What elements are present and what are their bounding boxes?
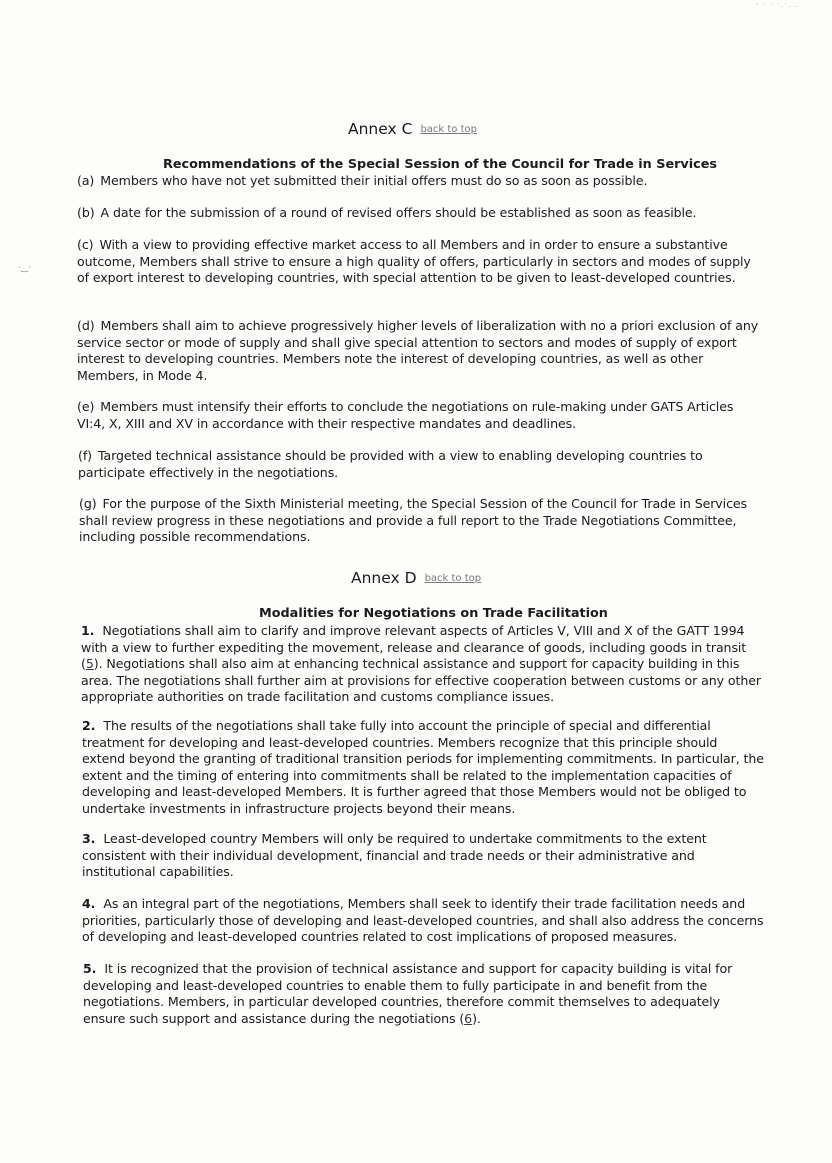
item-number: 2.	[82, 718, 96, 733]
item-number: 5.	[83, 961, 97, 976]
item-label: (e)	[77, 399, 95, 414]
annex-d-subtitle: Modalities for Negotiations on Trade Facilitation	[259, 606, 608, 621]
item-label: (g)	[79, 496, 97, 511]
annex-c-item-d	[77, 318, 759, 384]
item-text: It is recognized that the provision of technical assistance and support for capacity building is vital for developing and least-developed countries to enable them to fully participate in and benefit from the negotiations. Members, in particular developed countries, therefore commit themselves to adequately ensure such support and assistance during the negotiations (	[83, 961, 733, 1026]
item-text: For the purpose of the Sixth Ministerial meeting, the Special Session of the Council for Trade in Services shall review progress in these negotiations and provide a full report to the Trade Negotiations Committee, including possible recommendations.	[79, 496, 747, 544]
annex-d-item-4	[82, 896, 764, 946]
annex-c-item-b	[77, 205, 757, 222]
annex-c-heading	[348, 119, 477, 140]
item-text: Negotiations shall aim to clarify and improve relevant aspects of Articles V, VIII and X of the GATT 1994 with a view to further expediting the movement, release and clearance of goods, including goods in transit (	[81, 623, 747, 671]
footnote-link-6[interactable]: 6	[464, 1010, 473, 1026]
annex-d-item-3	[82, 831, 764, 881]
item-number: 3.	[82, 831, 96, 846]
annex-d-item-1	[81, 623, 763, 706]
annex-c-title: Annex C	[348, 120, 413, 138]
item-label: (b)	[77, 205, 95, 220]
item-text: Targeted technical assistance should be provided with a view to enabling developing countries to participate effectively in the negotiations.	[78, 448, 703, 480]
item-label: (d)	[77, 318, 95, 333]
item-text: Members must intensify their efforts to conclude the negotiations on rule-making under GATS Articles VI:4, X, XIII and XV in accordance with their respective mandates and deadlines.	[77, 399, 734, 431]
annex-d-title: Annex D	[351, 569, 417, 587]
scan-artifact: · · · ·.·. .	[756, 0, 799, 9]
annex-c-item-c	[77, 237, 759, 287]
item-text: Members who have not yet submitted their initial offers must do so as soon as possible.	[100, 173, 648, 188]
annex-c-subtitle: Recommendations of the Special Session of the Council for Trade in Services	[163, 157, 718, 172]
annex-c-item-f	[78, 448, 760, 481]
item-text: The results of the negotiations shall take fully into account the principle of special and differential treatment for developing and least-developed countries. Members recognize that this principle should extend beyond the granting of traditional transition periods for implementing commitments. In particular, the extent and the timing of entering into commitments shall be related to the implementation capacities of developing and least-developed Members. It is further agreed that those Members would not be obliged to undertake investments in infrastructure projects beyond their means.	[82, 718, 764, 816]
item-number: 4.	[82, 896, 96, 911]
item-text: As an integral part of the negotiations, Members shall seek to identify their trade facilitation needs and priorities, particularly those of developing and least-developed countries, and shall also address the concerns of developing and least-developed countries related to cost implications of proposed measures.	[82, 896, 764, 944]
annex-d-heading	[351, 568, 481, 589]
item-number: 1.	[81, 623, 95, 638]
item-label: (f)	[78, 448, 92, 463]
item-text: With a view to providing effective market access to all Members and in order to ensure a substantive outcome, Members shall strive to ensure a high quality of offers, particularly in sectors and modes of supply of export interest to developing countries, with special attention to be given to least-developed countries.	[77, 237, 751, 285]
annex-c-item-g	[79, 496, 761, 546]
annex-c-item-e	[77, 399, 759, 432]
annex-d-item-5	[83, 961, 765, 1027]
annex-d-item-2	[82, 718, 764, 817]
item-text: A date for the submission of a round of revised offers should be established as soon as feasible.	[100, 205, 697, 220]
footnote-link-5[interactable]: 5	[85, 656, 94, 671]
scan-artifact: ·‿·	[18, 263, 31, 273]
item-text: Members shall aim to achieve progressively higher levels of liberalization with no a priori exclusion of any service sector or mode of supply and shall give special attention to sectors and modes of supply of export interest to developing countries. Members note the interest of developing countries, as well as other Members, in Mode 4.	[77, 318, 759, 383]
item-label: (a)	[77, 173, 95, 188]
annex-c-item-a	[77, 173, 757, 190]
item-label: (c)	[77, 237, 94, 252]
item-text-continued: ).	[472, 1010, 481, 1026]
annex-d-back-to-top-link[interactable]: back to top	[424, 573, 482, 584]
item-text-continued: ). Negotiations shall also aim at enhancing technical assistance and support for capacity building in this area. The negotiations shall further aim at provisions for effective cooperation between customs or any other appropriate authorities on trade facilitation and customs compliance issues.	[81, 656, 761, 704]
annex-c-back-to-top-link[interactable]: back to top	[420, 124, 477, 135]
item-text: Least-developed country Members will only be required to undertake commitments to the extent consistent with their individual development, financial and trade needs or their administrative and institutional capabilities.	[82, 831, 707, 879]
